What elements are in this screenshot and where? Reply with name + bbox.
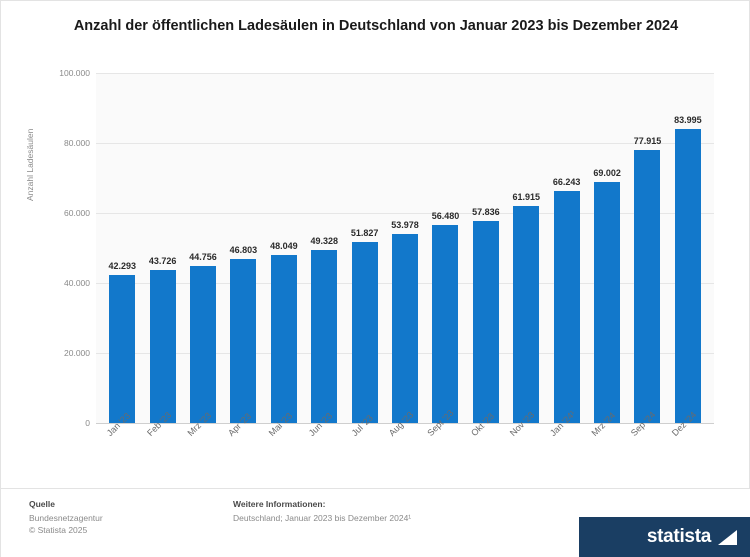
x-axis-label-slot — [102, 410, 142, 485]
y-axis-tick-label: 20.000 — [64, 348, 90, 358]
bar[interactable] — [350, 227, 379, 423]
x-axis-label-slot — [223, 411, 263, 485]
x-axis-tick-label: Mrz '24 — [589, 410, 618, 439]
x-axis-tick-label: Mrz '23 — [185, 410, 214, 439]
bar-slot — [142, 73, 182, 423]
source-heading: Quelle — [29, 499, 55, 509]
bar[interactable] — [108, 260, 136, 423]
bar[interactable] — [552, 177, 581, 423]
bar-slot — [668, 73, 708, 423]
x-axis-label-slot — [304, 410, 344, 485]
bar-value-label: 51.827 — [350, 227, 379, 238]
bar-slot — [466, 73, 506, 423]
bar[interactable] — [472, 206, 500, 423]
x-axis-label-slot — [466, 411, 506, 485]
source-line: Bundesnetzagentur — [29, 513, 103, 523]
x-axis-tick-label: Sept '23 — [425, 407, 457, 439]
x-axis-tick-label: Jan '23 — [104, 410, 133, 439]
bar-value-label: 66.243 — [552, 177, 581, 188]
bar-value-label: 43.726 — [148, 255, 177, 266]
bar-slot — [506, 73, 546, 423]
bar-slot — [223, 73, 263, 423]
bar-value-label: 49.328 — [310, 236, 338, 247]
bar[interactable] — [512, 192, 541, 423]
x-axis-tick-label: Aug '23 — [386, 409, 416, 439]
bar-value-label: 69.002 — [593, 167, 621, 178]
bar-value-label: 83.995 — [674, 115, 702, 126]
statista-logo-text: statista — [646, 526, 711, 547]
bar[interactable] — [229, 245, 258, 423]
bar-value-label: 56.480 — [431, 211, 460, 222]
x-axis-label-slot — [546, 408, 586, 485]
bar[interactable] — [431, 211, 460, 423]
source-block — [29, 499, 103, 537]
bar-slot — [344, 73, 384, 423]
statista-logo-mark-icon — [718, 530, 737, 545]
info-line: Deutschland; Januar 2023 bis Dezember 2024¹ — [233, 513, 412, 523]
x-axis-label-slot — [183, 410, 223, 485]
bar-value-label: 48.049 — [270, 240, 298, 251]
bar-series — [96, 73, 714, 423]
bar-value-label: 44.756 — [189, 252, 217, 263]
bar[interactable] — [310, 236, 338, 423]
bar[interactable] — [593, 167, 621, 424]
bar[interactable] — [148, 255, 177, 423]
bar[interactable] — [674, 115, 702, 423]
y-axis-tick-label: 60.000 — [64, 208, 90, 218]
bar-slot — [627, 73, 667, 423]
x-axis-tick-label: Okt '23 — [468, 411, 496, 439]
bar-slot — [264, 73, 304, 423]
bar[interactable] — [189, 252, 217, 423]
x-axis-tick-label: Dez '24 — [669, 409, 699, 439]
bar-value-label: 53.978 — [391, 220, 419, 231]
y-axis-tick-label: 0 — [85, 418, 90, 428]
bar-slot — [425, 73, 465, 423]
x-axis-tick-label: Feb '23 — [144, 409, 173, 439]
info-heading: Weitere Informationen: — [233, 499, 326, 509]
bar-slot — [546, 73, 586, 423]
bar-slot — [587, 73, 627, 423]
bar[interactable] — [270, 240, 298, 423]
x-axis-tick-label: Sep '24 — [629, 409, 658, 439]
bar-value-label: 42.293 — [108, 260, 136, 271]
footer — [1, 489, 750, 557]
x-axis-tick-label: Nov '23 — [508, 409, 537, 439]
x-axis-label-slot — [385, 409, 425, 485]
statista-logo[interactable] — [579, 517, 750, 557]
x-axis-tick-label: Jun '23 — [306, 410, 335, 439]
bar[interactable] — [633, 136, 662, 423]
bar-value-label: 61.915 — [512, 192, 541, 203]
bar-slot — [183, 73, 223, 423]
page-title: Anzahl der öffentlichen Ladesäulen in Deutschland von Januar 2023 bis Dezember 2024 — [73, 18, 679, 34]
x-axis-label-slot — [344, 412, 384, 485]
x-axis-label-slot — [142, 409, 182, 485]
copyright-line: © Statista 2025 — [29, 525, 88, 536]
x-axis-tick-label: Mai '23 — [266, 410, 294, 439]
x-axis-label-slot — [587, 410, 627, 485]
x-axis-tick-label: Jul '23 — [349, 412, 375, 439]
y-axis-tick-label: 100.000 — [59, 68, 90, 78]
x-axis-tick-label: Jan '24¹ — [547, 408, 578, 439]
bar-value-label: 46.803 — [229, 245, 258, 256]
y-axis-title: Anzahl Ladesäulen — [25, 128, 35, 201]
x-axis-labels — [96, 407, 714, 485]
bar-slot — [102, 73, 142, 423]
additional-info-block — [233, 499, 411, 524]
bar-slot — [304, 73, 344, 423]
x-axis-tick-label: Apr '23 — [226, 411, 254, 439]
bar-value-label: 57.836 — [472, 206, 500, 217]
plot-area — [96, 73, 714, 424]
x-axis-label-slot — [264, 410, 304, 485]
x-axis-label-slot — [425, 407, 465, 485]
y-axis-tick-label: 40.000 — [64, 278, 90, 288]
x-axis-label-slot — [627, 409, 667, 485]
x-axis-label-slot — [668, 409, 708, 485]
bar[interactable] — [391, 220, 419, 423]
x-axis-label-slot — [506, 409, 546, 485]
y-axis-tick-label: 80.000 — [64, 138, 90, 148]
bar-value-label: 77.915 — [633, 136, 662, 147]
bar-slot — [385, 73, 425, 423]
